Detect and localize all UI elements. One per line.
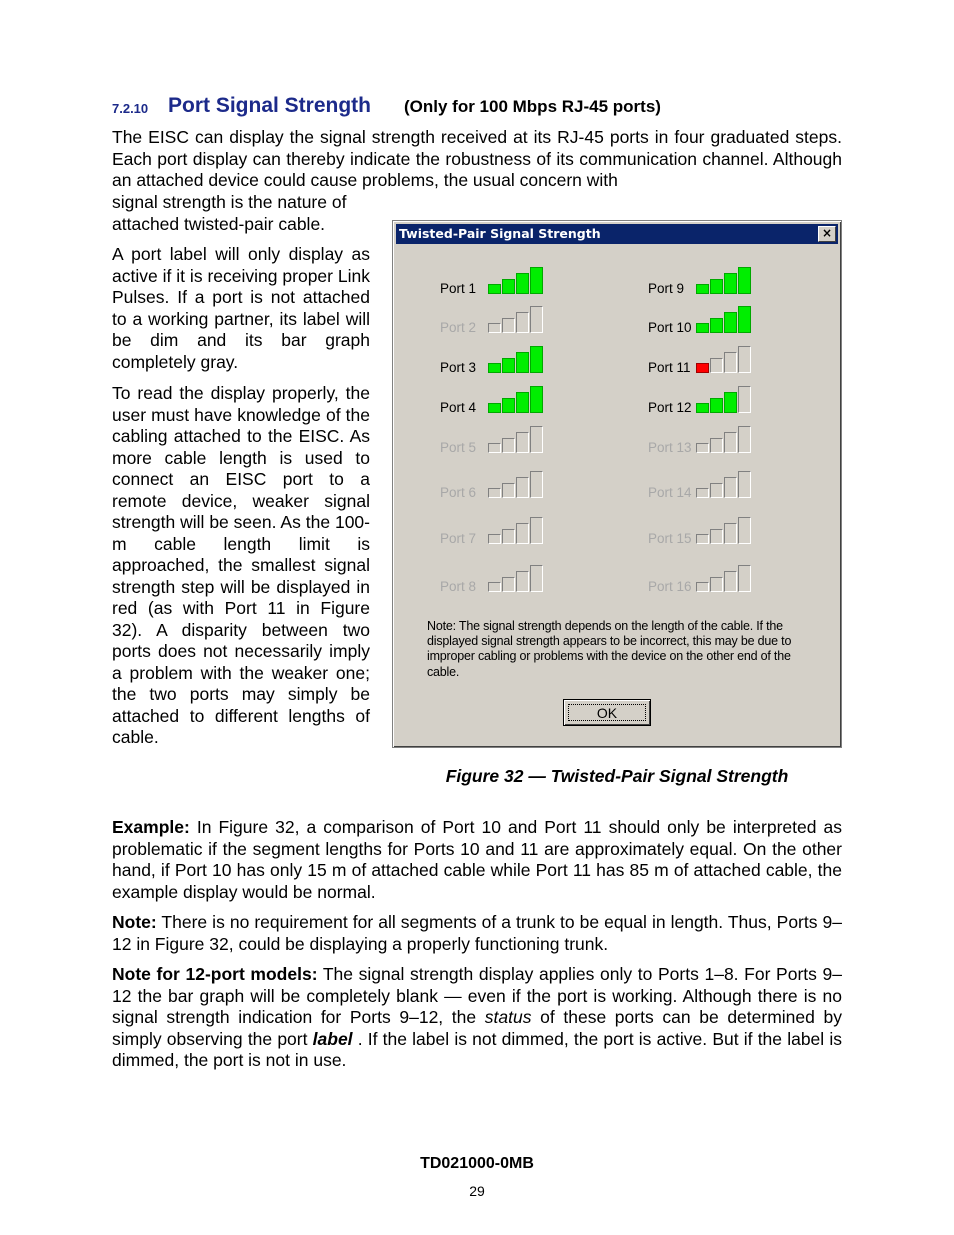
- signal-bar: [488, 284, 501, 294]
- section-heading: [112, 92, 852, 122]
- page-number: 29: [469, 1183, 485, 1199]
- signal-bar: [738, 426, 751, 453]
- signal-bar: [488, 488, 501, 498]
- signal-bar: [738, 306, 751, 333]
- signal-bar: [696, 363, 709, 373]
- signal-bar: [724, 352, 737, 373]
- signal-bar: [724, 477, 737, 498]
- port-indicator: [648, 341, 778, 375]
- intro-paragraph-continued: signal strength is the nature of attached twisted-pair cable.: [112, 192, 347, 234]
- signal-bar: [696, 323, 709, 333]
- port-label: Port 2: [440, 320, 477, 335]
- signal-bar: [530, 267, 543, 294]
- document-id: TD021000-0MB: [420, 1155, 534, 1172]
- signal-bar: [710, 438, 723, 453]
- signal-bar: [696, 284, 709, 294]
- signal-bar: [724, 273, 737, 294]
- signal-bar: [530, 426, 543, 453]
- signal-bar: [724, 571, 737, 592]
- signal-bar: [710, 529, 723, 544]
- signal-bar: [696, 488, 709, 498]
- port-label: Port 13: [648, 440, 692, 455]
- port-indicator: [648, 466, 778, 500]
- example-label: Example:: [112, 817, 190, 837]
- dialog-title: Twisted-Pair Signal Strength: [399, 226, 601, 241]
- signal-bar: [488, 323, 501, 333]
- signal-bar: [516, 477, 529, 498]
- signal-bar: [710, 483, 723, 498]
- signal-bar: [738, 517, 751, 544]
- signal-bar: [738, 471, 751, 498]
- trunk-note-text: There is no requirement for all segments of a trunk to be equal in length. Thus, Ports 9–12 in Figure 32, could be displaying a properly functioning trunk.: [112, 912, 842, 954]
- signal-bar: [696, 443, 709, 453]
- signal-bar: [530, 386, 543, 413]
- signal-bar: [502, 398, 515, 413]
- port-label: Port 12: [648, 400, 692, 415]
- signal-bar: [738, 267, 751, 294]
- signal-bar: [696, 582, 709, 592]
- signal-bar: [724, 312, 737, 333]
- dialog-note: Note: The signal strength depends on the length of the cable. If the displayed signal strength appears to be incorrect, this may be due to improper cabling or problems with the device on the other end of the cable.: [427, 619, 792, 679]
- ok-button-label: OK: [568, 704, 646, 721]
- signal-bar: [488, 403, 501, 413]
- port-indicator: [440, 512, 570, 546]
- signal-bar: [502, 438, 515, 453]
- port-indicator: [648, 421, 778, 455]
- example-paragraph: [112, 817, 842, 903]
- signal-bar: [516, 312, 529, 333]
- port-label: Port 7: [440, 531, 477, 546]
- port-label: Port 3: [440, 360, 477, 375]
- signal-bar: [530, 306, 543, 333]
- signal-bar: [488, 534, 501, 544]
- status-emphasis: status: [484, 1007, 532, 1027]
- ok-button[interactable]: [563, 699, 651, 726]
- twelve-port-note-paragraph: [112, 964, 842, 1072]
- port-indicator: [440, 421, 570, 455]
- close-button[interactable]: ×: [818, 226, 836, 242]
- port-indicator: [648, 301, 778, 335]
- label-emphasis: label: [312, 1028, 353, 1049]
- example-text: In Figure 32, a comparison of Port 10 and Port 11 should only be interpreted as problematic if the segment lengths for Ports 10 and 11 are approximately equal. On the other hand, if Port 10 has only 15 m of attached cable while Port 11 has 85 m of attached cable, the example display would be normal.: [112, 817, 842, 902]
- signal-bar: [488, 443, 501, 453]
- signal-bar: [502, 318, 515, 333]
- port-label-paragraph: A port label will only display as active if it is receiving proper Link Pulses. If a port is not attached to a working partner, its label will be dim and its bar graph completely gray.: [112, 244, 370, 372]
- signal-bar: [738, 386, 751, 413]
- port-indicator: [648, 512, 778, 546]
- signal-bar: [502, 483, 515, 498]
- section-subtitle: (Only for 100 Mbps RJ-45 ports): [404, 97, 661, 116]
- signal-bar: [516, 571, 529, 592]
- signal-bar: [488, 582, 501, 592]
- port-indicator: [648, 560, 778, 594]
- twelve-port-note-label: Note for 12-port models:: [112, 964, 318, 984]
- signal-bar: [738, 565, 751, 592]
- port-label: Port 11: [648, 360, 691, 375]
- port-label: Port 15: [648, 531, 692, 546]
- signal-bar: [710, 279, 723, 294]
- signal-bar: [724, 432, 737, 453]
- twelve-port-note-text-1: The signal strength display applies only to Ports 1–8. For Ports 9–12 the bar graph will be completely blank — even if the port is working. Although there is no signal strength indication for Ports 9–12, the: [112, 964, 843, 1027]
- port-label: Port 16: [648, 579, 692, 594]
- port-indicator: [440, 560, 570, 594]
- signal-bar: [516, 352, 529, 373]
- signal-bar: [696, 403, 709, 413]
- signal-bar: [516, 273, 529, 294]
- section-title: Port Signal Strength: [168, 94, 372, 117]
- dialog-titlebar: [396, 224, 838, 244]
- port-label: Port 14: [648, 485, 692, 500]
- signal-bar: [710, 577, 723, 592]
- port-label: Port 10: [648, 320, 692, 335]
- signal-bar: [502, 577, 515, 592]
- trunk-note-label: Note:: [112, 912, 157, 932]
- signal-bar: [516, 392, 529, 413]
- port-indicator: [440, 381, 570, 415]
- port-label: Port 5: [440, 440, 477, 455]
- signal-bar: [488, 363, 501, 373]
- signal-bar: [502, 358, 515, 373]
- reading-display-paragraph: To read the display properly, the user must have knowledge of the cabling attached to the EISC. As more cable length is used to connect an EISC port to a remote device, weaker signal strength will be seen. As the 100-m cable length limit is approached, the smallest signal strength step will be displayed in red (as with Port 11 in Figure 32). A disparity between two ports does not necessarily imply a problem with the weaker one; the two ports may simply be attached to different lengths of cable.: [112, 383, 370, 747]
- signal-bar: [502, 529, 515, 544]
- port-indicator: [440, 341, 570, 375]
- signal-bar: [724, 392, 737, 413]
- port-indicator: [440, 301, 570, 335]
- port-indicator: [440, 466, 570, 500]
- intro-paragraph: The EISC can display the signal strength received at its RJ-45 ports in four graduated steps. Each port display can thereby indicate the robustness of its communication channel. Although an attached device could cause problems, the usual concern with: [112, 127, 842, 190]
- signal-bar: [710, 318, 723, 333]
- signal-bar: [530, 565, 543, 592]
- signal-bar: [530, 471, 543, 498]
- trunk-note-paragraph: [112, 912, 842, 955]
- twelve-port-note-text-2: of these ports can be determined by simply observing the port: [112, 1007, 842, 1049]
- port-label: Port 8: [440, 579, 477, 594]
- figure-caption: Figure 32 — Twisted-Pair Signal Strength: [445, 766, 789, 786]
- port-label: Port 1: [440, 281, 477, 296]
- signal-bar: [516, 432, 529, 453]
- port-label: Port 4: [440, 400, 477, 415]
- signal-bar: [738, 346, 751, 373]
- signal-bar: [530, 346, 543, 373]
- port-indicator: [440, 262, 570, 296]
- section-number: 7.2.10: [112, 101, 149, 116]
- signal-bar: [502, 279, 515, 294]
- signal-bar: [724, 523, 737, 544]
- signal-bar: [710, 358, 723, 373]
- signal-bar: [696, 534, 709, 544]
- signal-bar: [530, 517, 543, 544]
- twelve-port-note-text-3: . If the label is not dimmed, the port is active. But if the label is dimmed, the port is not in use.: [112, 1028, 842, 1070]
- port-indicator: [648, 381, 778, 415]
- port-indicator: [648, 262, 778, 296]
- signal-bar: [710, 398, 723, 413]
- port-label: Port 9: [648, 281, 685, 296]
- port-label: Port 6: [440, 485, 477, 500]
- signal-bar: [516, 523, 529, 544]
